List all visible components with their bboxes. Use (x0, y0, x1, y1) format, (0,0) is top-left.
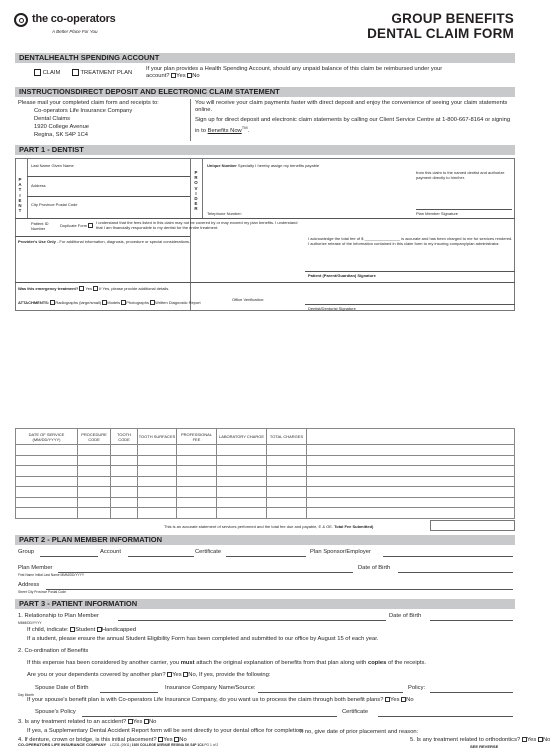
emergency-question: Was this emergency treatment? Yes If Yes, please provide additional details. (18, 286, 170, 291)
office-verification-label: Office Verification: (232, 297, 265, 302)
part1-heading: PART 1 - DENTIST (15, 145, 515, 155)
address-sub: Street City Province Postal Code (18, 590, 67, 594)
emergency-no-checkbox[interactable] (93, 286, 98, 291)
student-note: If a student, please ensure the annual Student Eligibility Form has been completed and submitted to our office by August 15 of each year. (27, 636, 379, 642)
co-operators-logo-icon (14, 13, 28, 27)
mail-intro: Please mail your completed claim form and receipts to: (18, 100, 159, 106)
plan-member-dob-label: Date of Birth (358, 565, 391, 571)
instructions-divider (190, 99, 191, 141)
instructions-heading: INSTRUCTIONSDIRECT DEPOSIT AND ELECTRONIC CLAIM STATEMENT (15, 87, 515, 97)
plan-member-sub: First Name Initial Last Name MMM/DD/YYYY (18, 573, 85, 577)
cob-text: If this expense has been considered by another carrier, you must attach the original explanation of benefits from that plan along with copies of the receipts. (27, 660, 427, 666)
dentist-signature-label: Dentist/Denturist Signature (308, 306, 356, 311)
group-label: Group (18, 549, 35, 555)
col-professional-fee: PROFESSIONAL FEE (177, 429, 217, 445)
table-row[interactable] (16, 487, 515, 498)
orthodontics-question: 5. Is any treatment related to orthodontics? Yes No (410, 737, 550, 744)
patient-id-label: Patient ID Number (31, 221, 49, 231)
table-row[interactable] (16, 497, 515, 508)
accident-question: 3. Is any treatment related to an accident? Yes No (18, 719, 157, 726)
claim-option[interactable]: CLAIM (34, 69, 60, 77)
patient-city-label: City Province Postal Code (31, 202, 78, 207)
patient-vertical-label: P A T I E N T (18, 177, 22, 214)
plan-member-label: Plan Member (18, 565, 53, 571)
footer-line: LC231 (09/11) 1920 COLLEGE AVENUE REGINA SK S4P 1C4 PG 1 of 2 (110, 743, 219, 747)
relationship-label: 1. Relationship to Plan Member (18, 613, 99, 619)
address-label: Address (18, 582, 40, 588)
denture-question: 4. If denture, crown or bridge, is this initial placement? Yes No (18, 737, 187, 744)
patient-name-label: Last Name Given Name (31, 163, 74, 168)
benefits-now-link[interactable]: Benefits Now (207, 127, 242, 134)
mail-address-2: Dental Claims (34, 116, 71, 122)
duplicate-form-option[interactable]: Duplicate Form (60, 223, 93, 228)
logo-text: the co-operators (32, 13, 116, 25)
spouse-certificate-label: Certificate (342, 709, 369, 715)
mail-address-1: Co-operators Life Insurance Company (34, 108, 133, 114)
see-reverse: SEE REVERSE (470, 744, 499, 749)
claim-checkbox[interactable] (34, 69, 41, 76)
sponsor-label: Plan Sponsor/Employer (310, 549, 371, 555)
table-row[interactable] (16, 466, 515, 477)
mmm-sub: MMM/DD/YYYY (18, 621, 42, 625)
accident-note: If yes, a Supplementary Dental Accident Report form will be sent directly to your dental office for completion. (27, 728, 304, 734)
patient-dob-label: Date of Birth (389, 613, 422, 619)
fee-understanding: I understand that the fees listed in this claim may not be covered by or may exceed my plan benefits. I understand that I am financially responsible to my dentist for the entire treatment. (96, 220, 298, 230)
acknowledge-text: I acknowledge the total fee of $ ________________ is accurate and has been charged to me for services rendered. I authorize release of the information contained in this claim form to my insuring company/plan administrator. (308, 236, 513, 246)
hsa-question: If your plan provides a Health Spending Account, should any unpaid balance of this claim be reimbursed under your account? Yes No (146, 66, 443, 80)
spouse-dob-label: Spouse Date of Birth (35, 685, 89, 691)
col-date-of-service: DATE OF SERVICE (MM/DD/YYYY) (16, 429, 78, 445)
mail-address-3: 1920 College Avenue (34, 124, 90, 130)
part3-heading: PART 3 - PATIENT INFORMATION (15, 599, 515, 609)
form-title-1: GROUP BENEFITS (391, 11, 514, 26)
policy-label: Policy: (408, 685, 426, 691)
direct-deposit-text: You will receive your claim payments faster with direct deposit and enjoy the convenience of seeing your claim statements online. (195, 100, 508, 113)
services-table-header (16, 429, 515, 445)
assign-text: from this claim to the named dentist and authorize payment directly to him/her. (416, 170, 505, 180)
prior-placement-label: If no, give date of prior placement and reason: (300, 729, 419, 735)
services-table (15, 428, 515, 519)
table-row[interactable] (16, 508, 515, 519)
col-laboratory-charge: LABORATORY CHARGE (217, 429, 267, 445)
patient-signature-label: Patient (Parent/Guardian) Signature (308, 273, 376, 278)
cob-label: 2. Co-ordination of Benefits (18, 648, 89, 654)
telephone-label: Telephone Number: (207, 211, 242, 216)
form-title-2: DENTAL CLAIM FORM (367, 26, 514, 41)
insurance-company-label: Insurance Company Name/Source: (165, 685, 256, 691)
signup-text: Sign up for direct deposit and electronic claim statements by calling our Client Service Centre at 1-800-667-8164 or signing in to Benefits Now™. (195, 117, 511, 134)
col-tooth-surfaces: TOOTH SURFACES (138, 429, 177, 445)
day-month-sub: Day Month (18, 693, 34, 697)
col-tooth-code: TOOTH CODE (111, 429, 138, 445)
table-row[interactable] (16, 476, 515, 487)
other-plan-question: Are you or your dependents covered by another plan? Yes No, If yes, provide the following: (27, 672, 271, 679)
provider-vertical-label: P R O V I D E R (194, 170, 198, 212)
duplicate-form-checkbox[interactable] (88, 223, 93, 228)
mail-address-4: Regina, SK S4P 1C4 (34, 132, 89, 138)
treatment-plan-checkbox[interactable] (72, 69, 79, 76)
patient-address-label: Address (31, 183, 46, 188)
part2-heading: PART 2 - PLAN MEMBER INFORMATION (15, 535, 515, 545)
col-total-charges: TOTAL CHARGES (267, 429, 307, 445)
tagline: A Better Place For You (52, 29, 98, 34)
footer-company: CO-OPERATORS LIFE INSURANCE COMPANY (18, 742, 107, 747)
emergency-yes-checkbox[interactable] (79, 286, 84, 291)
total-fee-box[interactable] (430, 520, 515, 531)
table-row[interactable] (16, 455, 515, 466)
account-label: Account (100, 549, 121, 555)
accurate-statement: This is an accurate statement of services performed and the total fee due and payable, E & OE. Total Fee Submitted) (164, 524, 374, 529)
certificate-label: Certificate (195, 549, 222, 555)
provider-use-only: Provider's Use Only - For additional information, diagnosis, procedure or special considerations. (18, 239, 191, 244)
treatment-plan-option[interactable]: TREATMENT PLAN (72, 69, 132, 77)
spouse-benefit-question: If your spouse's benefit plan is with Co-operators Life Insurance Company, do you want us to process the claim through both benefit plans? Yes No (27, 697, 414, 704)
table-row[interactable] (16, 445, 515, 456)
attachments-row: ATTACHMENTS: Radiographs (large/small) Models Photographs Written Diagnostic Report (18, 300, 201, 305)
col-procedure-code: PROCEDURE CODE (78, 429, 111, 445)
hsa-heading: DENTALHEALTH SPENDING ACCOUNT (15, 53, 515, 63)
spouse-policy-label: Spouse's Policy (35, 709, 76, 715)
plan-member-signature-label: Plan Member Signature (416, 211, 459, 216)
unique-number-label: Unique Number Specialty I hereby assign my benefits payable (207, 163, 320, 168)
child-indicate: If child, indicate: Student Handicapped (27, 627, 136, 634)
